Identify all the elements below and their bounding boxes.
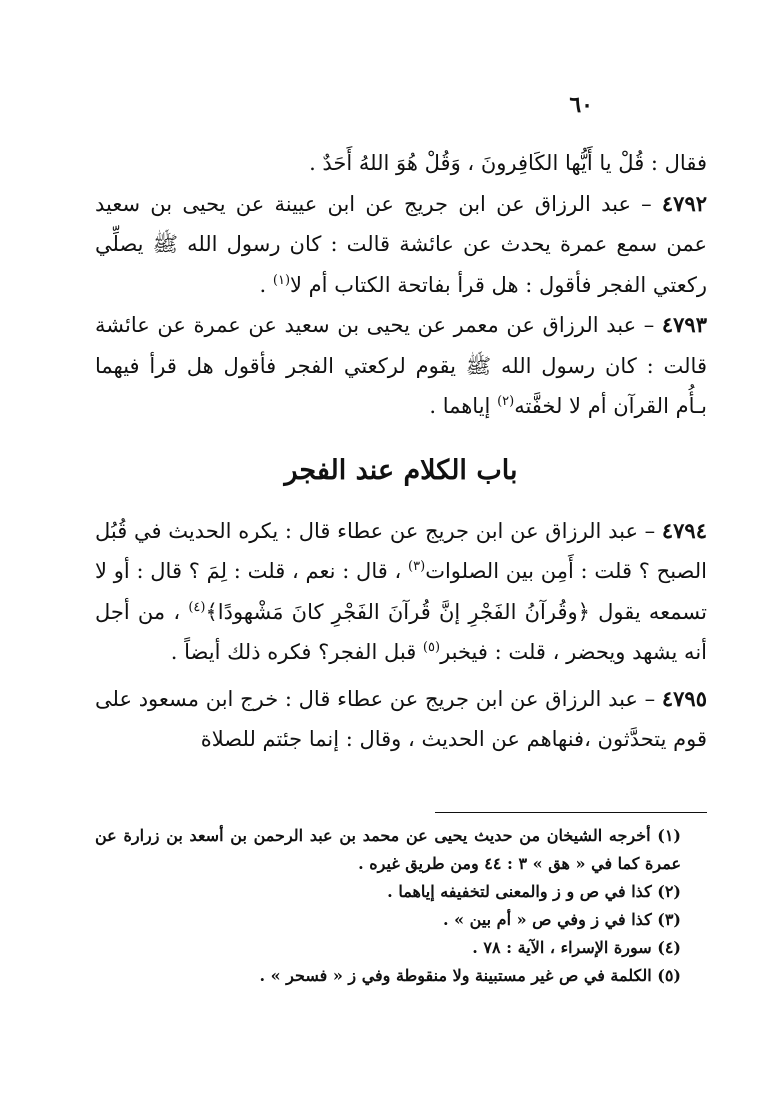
hadith-4794 [95, 511, 707, 673]
hadith-text: – عبد الرزاق عن ابن جريج عن ابن عيينة عن يحيى بن سعيد عمن سمع عمرة يحدث عن عائشة قالت : كان رسول الله ﷺ يصلِّي ركعتي الفجر فأقول : هل قرأ بفاتحة الكتاب أم لا [95, 191, 707, 297]
hadith-text: ، من أجل أنه يشهد ويحضر ، قلت : فيخبر [95, 599, 707, 664]
hadith-number: ٤٧٩٣ [661, 312, 707, 337]
hadith-number: ٤٧٩٢ [661, 190, 708, 216]
footnote-5: (٥) الكلمة في ص غير مستبينة ولا منقوطة وفي ز « فسحر » . [259, 966, 681, 985]
hadith-text: ، قال : نعم ، قلت : لِمَ ؟ قال : أو لا تسمعه يقول ﴿وقُرآنُ الفَجْرِ إنَّ قُرآنَ الفَجْرِ كانَ مَشْهودًا﴾ [95, 559, 707, 624]
paragraph-intro [95, 143, 707, 184]
hadith-tail: إياهما . [429, 394, 498, 418]
footnotes [95, 822, 707, 990]
section-heading: باب الكلام عند الفجر [284, 454, 518, 486]
footnote-ref[interactable]: (٤) [188, 599, 206, 615]
hadith-number: ٤٧٩٤ [661, 517, 707, 543]
footnote-divider [435, 812, 707, 813]
main-text [95, 143, 707, 760]
hadith-4795 [95, 679, 707, 760]
footnote-ref[interactable]: (٢) [497, 394, 515, 409]
hadith-text: – عبد الرزاق عن ابن جريج عن عطاء قال : يكره الحديث في قُبُل الصبح ؟ قلت : أَمِن بين الصلوات [95, 518, 707, 583]
footnote-3: (٣) كذا في ز وفي ص « أم بين » . [442, 910, 681, 929]
footnote-1: (١) أخرجه الشيخان من حديث يحيى عن محمد بن عبد الرحمن بن أسعد بن زرارة عن عمرة كما في « هق » ٣ : ٤٤ ومن طريق غيره . [95, 826, 681, 873]
footnote-4: (٤) سورة الإسراء ، الآية : ٧٨ . [472, 938, 681, 957]
paragraph-text: فقال : قُلْ يا أَيُّها الكَافِرونَ ، وَقُلْ هُوَ اللهُ أَحَدٌ . [309, 151, 707, 175]
footnote-2: (٢) كذا في ص و ز والمعنى لتخفيفه إياهما . [387, 882, 681, 901]
page-number: ٦٠ [569, 92, 593, 118]
footnote-ref[interactable]: (١) [272, 272, 291, 288]
hadith-4793 [95, 305, 707, 427]
hadith-text: – عبد الرزاق عن معمر عن يحيى بن سعيد عن عمرة عن عائشة قالت : كان رسول الله ﷺ يقوم لركعتي الفجر فأقول هل قرأ فيهما بـأُم القرآن أم لا لخفَّته [95, 313, 707, 418]
hadith-text: – عبد الرزاق عن ابن جريج عن عطاء قال : خرج ابن مسعود على قوم يتحدَّثون ،فنهاهم عن الحديث ، وقال : إنما جئتم للصلاة [95, 686, 707, 751]
hadith-number: ٤٧٩٥ [661, 685, 707, 711]
footnote-ref[interactable]: (٣) [408, 559, 426, 574]
hadith-4792 [95, 184, 707, 306]
hadith-tail: . [259, 272, 273, 297]
footnote-ref[interactable]: (٥) [422, 640, 441, 655]
hadith-text: قبل الفجر؟ فكره ذلك أيضاً . [170, 640, 423, 664]
